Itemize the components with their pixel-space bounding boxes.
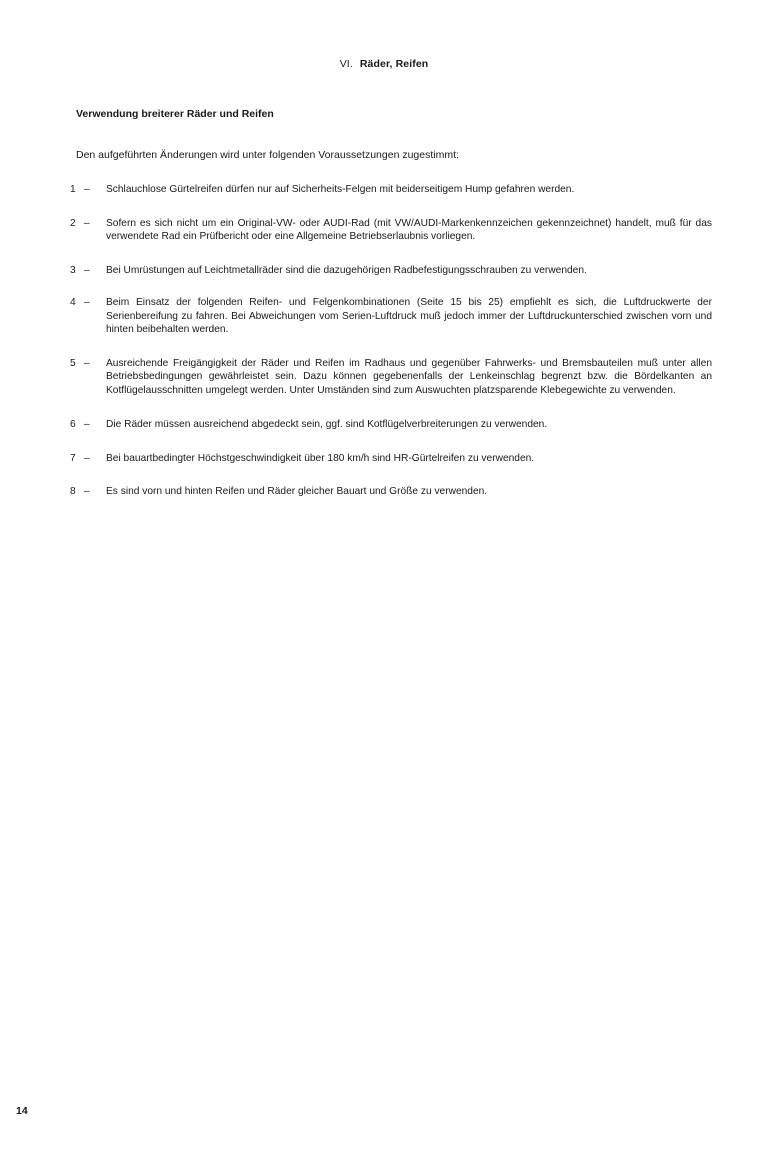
dash-separator: – — [84, 184, 90, 195]
condition-text: Sofern es sich nicht um ein Original-VW- oder AUDI-Rad (mit VW/AUDI-Markenkennzeichen gekennzeichnet) handelt, muß für das verwendete Rad ein Prüfbericht oder eine Allgemeine Betriebserlaubnis vorliegen. — [106, 217, 712, 242]
condition-text: Bei bauartbedingter Höchstgeschwindigkeit über 180 km/h sind HR-Gürtelreifen zu verwenden. — [106, 452, 535, 464]
condition-text: Ausreichende Freigängigkeit der Räder und Reifen im Radhaus und gegenüber Fahrwerks- und Bremsbauteilen muß unter allen Betriebsbedingungen gewährleistet sein. Dazu können gegebenenfalls der Lenkeinschlag begrenzt bzw. die Bördelkanten an Kotflügelausschnitten umgelegt werden. Unter Umständen sind zum Auswuchten platzsparende Klebegewichte zu verwenden. — [106, 357, 712, 396]
condition-number: 2 — [70, 217, 76, 229]
condition-number: 4 — [70, 297, 76, 308]
chapter-number: VI. — [339, 58, 353, 70]
condition-item-7 — [70, 452, 712, 466]
condition-number: 5 — [70, 357, 76, 369]
condition-number: 7 — [70, 452, 76, 464]
condition-item-6 — [70, 418, 712, 432]
condition-item-5 — [70, 357, 712, 398]
conditions-list — [70, 183, 712, 499]
section-heading: Verwendung breiterer Räder und Reifen — [76, 108, 274, 120]
condition-text: Bei Umrüstungen auf Leichtmetallräder sind die dazugehörigen Radbefestigungsschrauben zu verwenden. — [106, 264, 587, 276]
condition-number: 1 — [70, 184, 76, 195]
condition-item-3 — [70, 264, 712, 278]
dash-separator: – — [84, 486, 90, 497]
condition-number: 8 — [70, 486, 76, 497]
dash-separator: – — [84, 357, 90, 369]
condition-number: 3 — [70, 264, 76, 276]
dash-separator: – — [84, 217, 90, 229]
dash-separator: – — [84, 419, 90, 430]
condition-item-8 — [70, 485, 712, 499]
page-number: 14 — [16, 1105, 28, 1117]
dash-separator: – — [84, 452, 90, 464]
chapter-title — [0, 58, 768, 70]
chapter-name: Räder, Reifen — [359, 58, 429, 70]
condition-text: Es sind vorn und hinten Reifen und Räder gleicher Bauart und Größe zu verwenden. — [106, 486, 488, 497]
condition-text: Beim Einsatz der folgenden Reifen- und Felgenkombinationen (Seite 15 bis 25) empfiehlt es sich, die Luftdruckwerte der Serienbereifung zu fahren. Bei Abweichungen vom Serien-Luftdruck muß jedoch immer der Luftdruckunterschied zwischen vorn und hinten beibehalten werden. — [106, 297, 712, 335]
condition-item-2 — [70, 217, 712, 244]
condition-number: 6 — [70, 419, 76, 430]
dash-separator: – — [84, 297, 90, 308]
condition-item-1 — [70, 183, 712, 197]
condition-text: Schlauchlose Gürtelreifen dürfen nur auf Sicherheits-Felgen mit beiderseitigem Hump gefahren werden. — [106, 184, 575, 195]
condition-item-4 — [70, 296, 712, 337]
dash-separator: – — [84, 264, 90, 276]
intro-paragraph: Den aufgeführten Änderungen wird unter folgenden Voraussetzungen zugestimmt: — [76, 149, 459, 161]
condition-text: Die Räder müssen ausreichend abgedeckt sein, ggf. sind Kotflügelverbreiterungen zu verwenden. — [106, 419, 548, 430]
